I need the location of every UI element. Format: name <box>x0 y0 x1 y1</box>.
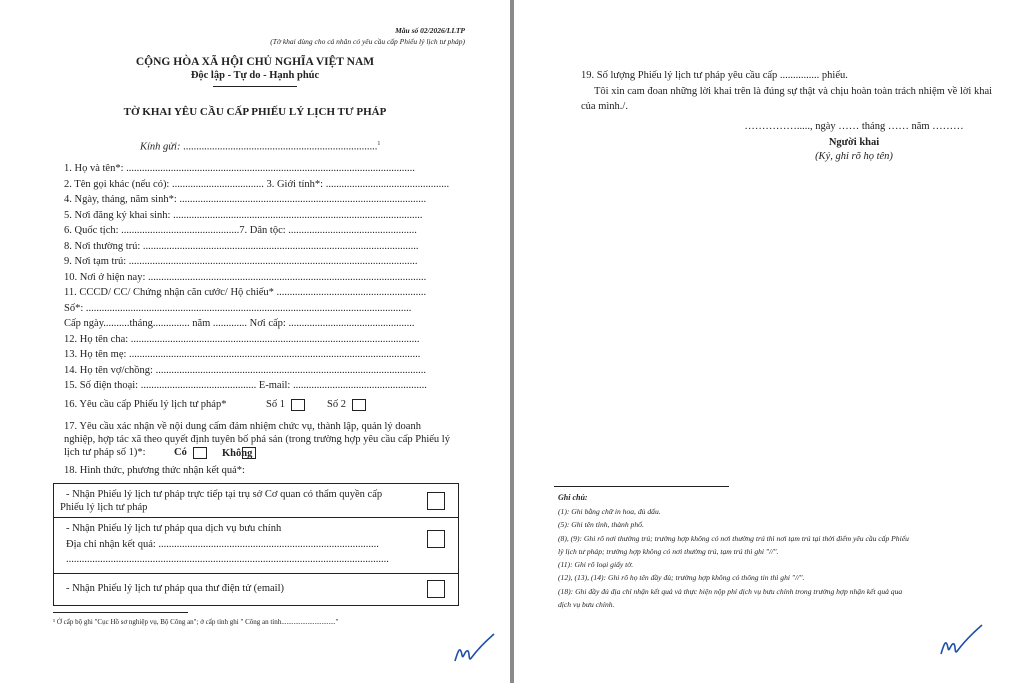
option-email-label: - Nhận Phiếu lý lịch tư pháp qua thư điện tử (email) <box>66 583 284 594</box>
q17-yes-checkbox[interactable] <box>193 447 207 459</box>
field-id-number[interactable]: Số*: ............................................................................................................................ <box>64 302 412 314</box>
q18-label: 18. Hình thức, phương thức nhận kết quả*: <box>64 465 245 476</box>
field-id-document[interactable]: 11. CCCD/ CC/ Chứng nhận căn cước/ Hộ chiếu* ......................................................... <box>64 287 427 298</box>
note-item: (5): Ghi tên tỉnh, thành phố. <box>558 520 644 530</box>
q16-label: 16. Yêu cầu cấp Phiếu lý lịch tư pháp* <box>64 399 227 410</box>
field-issue-date-place[interactable]: Cấp ngày..........tháng.............. năm ............. Nơi cấp: ................................................ <box>64 318 415 329</box>
note-item: lý lịch tư pháp; trường hợp không có nơi thường trú, tạm trú thì ghi "//". <box>558 546 779 556</box>
option-post-line1: - Nhận Phiếu lý lịch tư pháp qua dịch vụ bưu chính <box>66 523 282 534</box>
note-item: (1): Ghi bằng chữ in hoa, đủ dấu. <box>558 507 661 516</box>
note-item: dịch vụ bưu chính. <box>558 600 615 610</box>
q16-option1-label: Số 1 <box>266 399 285 410</box>
field-nationality-ethnicity[interactable]: 6. Quốc tịch: .............................................7. Dân tộc: ................................................. <box>64 225 417 236</box>
field-birth-registration-place[interactable]: 5. Nơi đăng ký khai sinh: ............................................................................................... <box>64 209 423 221</box>
field-mother-name[interactable]: 13. Họ tên mẹ: ............................................................................................................... <box>64 349 421 360</box>
option-email-row <box>54 574 458 605</box>
left-page <box>0 0 510 683</box>
form-title: TỜ KHAI YÊU CẦU CẤP PHIẾU LÝ LỊCH TƯ PHÁP <box>123 106 387 118</box>
note-item: (12), (13), (14): Ghi rõ họ tên đầy đủ; trường hợp không có thông tin thì ghi "//". <box>558 573 805 583</box>
pledge-line2: của mình./. <box>581 101 628 112</box>
footnote-divider <box>53 612 188 613</box>
option-post-address[interactable]: Địa chỉ nhận kết quả: .................................................................................... <box>66 539 379 550</box>
field-phone-email[interactable]: 15. Số điện thoại: ............................................ E-mail: ................................................... <box>64 380 427 391</box>
date-line[interactable]: ……………....., ngày …… tháng …… năm ……… <box>744 121 964 132</box>
signature-mark-left <box>450 631 496 667</box>
field-father-name[interactable]: 12. Họ tên cha: .............................................................................................................. <box>64 333 420 345</box>
q17-yes-label: Có <box>174 447 187 458</box>
declarant-title: Người khai <box>828 137 880 148</box>
motto-underline <box>213 86 297 87</box>
field-current-residence[interactable]: 10. Nơi ở hiện nay: .......................................................................................................... <box>64 271 427 283</box>
option-direct-line2: Phiếu lý lịch tư pháp <box>60 502 148 513</box>
q17-line3: lịch tư pháp số 1)*: <box>64 447 146 458</box>
note-item: (11): Ghi rõ loại giấy tờ. <box>558 560 634 570</box>
q19-quantity[interactable]: 19. Số lượng Phiếu lý lịch tư pháp yêu cầu cấp ............... phiếu. <box>581 70 848 81</box>
option-post-checkbox[interactable] <box>427 530 445 548</box>
right-page <box>514 0 1024 683</box>
field-permanent-residence[interactable]: 8. Nơi thường trú: ......................................................................................................... <box>64 240 419 252</box>
notes-divider <box>554 486 729 487</box>
field-full-name[interactable]: 1. Họ và tên*: .............................................................................................................. <box>64 163 415 174</box>
q17-line2: nghiệp, hợp tác xã theo quyết định tuyên bố phá sản (trong trường hợp yêu cầu cấp Phiếu lý <box>64 434 450 445</box>
option-post-address-cont[interactable]: ........................................................................................................................... <box>66 554 389 565</box>
footnote-text: ¹ Ở cấp bộ ghi "Cục Hồ sơ nghiệp vụ, Bộ Công an"; ở cấp tỉnh ghi " Công an tỉnh..............................." <box>53 618 339 626</box>
delivery-options-table <box>53 483 459 606</box>
q16-option2-checkbox[interactable] <box>352 399 366 411</box>
pledge-line1: Tôi xin cam đoan những lời khai trên là đúng sự thật và chịu hoàn toàn trách nhiệm về lời khai <box>594 86 993 97</box>
field-list <box>64 161 449 394</box>
q16-option1-checkbox[interactable] <box>291 399 305 411</box>
form-usage: (Tờ khai dùng cho cá nhân có yêu cầu cấp Phiếu lý lịch tư pháp) <box>270 37 465 46</box>
q16-option2-label: Số 2 <box>327 399 346 410</box>
option-email-checkbox[interactable] <box>427 580 445 598</box>
note-item: (8), (9): Ghi rõ nơi thường trú; trường hợp không có nơi thường trú thì nơi tạm trú tại thời điểm yêu cầu cấp Phiếu <box>558 533 909 543</box>
note-item: (18): Ghi đầy đủ địa chỉ nhận kết quả và thực hiện nộp phí dịch vụ bưu chính trong trường hợp nhận kết quả qua <box>558 586 903 596</box>
field-birth-date[interactable]: 4. Ngày, tháng, năm sinh*: .............................................................................................. <box>64 194 427 205</box>
notes-list <box>558 505 909 611</box>
field-spouse-name[interactable]: 14. Họ tên vợ/chồng: ....................................................................................................... <box>64 364 426 376</box>
q17-no-checkbox[interactable] <box>242 447 256 459</box>
footnote-mark: 1 <box>377 141 381 147</box>
notes-title: Ghi chú: <box>558 493 588 502</box>
field-temporary-residence[interactable]: 9. Nơi tạm trú: .............................................................................................................. <box>64 256 418 267</box>
option-post-row <box>54 518 458 574</box>
recipient-label: Kính gửi: <box>140 141 181 153</box>
q17-no-label: Không <box>222 448 253 459</box>
signature-mark-right <box>936 622 984 660</box>
q17-line1: 17. Yêu cầu xác nhận về nội dung cấm đảm nhiệm chức vụ, thành lập, quản lý doanh <box>64 421 421 432</box>
field-other-name-gender[interactable]: 2. Tên gọi khác (nếu có): ................................... 3. Giới tính*: ............................................... <box>64 178 450 190</box>
recipient-input[interactable]: .......................................................................... <box>183 141 378 153</box>
sign-instruction: (Ký, ghi rõ họ tên) <box>815 151 893 162</box>
option-direct-line1: - Nhận Phiếu lý lịch tư pháp trực tiếp tại trụ sở Cơ quan có thẩm quyền cấp <box>66 489 383 500</box>
form-code: Mẫu số 02/2026/LLTP <box>395 26 465 35</box>
country-name: CỘNG HÒA XÃ HỘI CHỦ NGHĨA VIỆT NAM <box>135 56 375 68</box>
option-direct-checkbox[interactable] <box>427 492 445 510</box>
recipient-line <box>140 141 380 153</box>
motto: Độc lập - Tự do - Hạnh phúc <box>190 70 320 81</box>
option-direct-row <box>54 484 458 518</box>
